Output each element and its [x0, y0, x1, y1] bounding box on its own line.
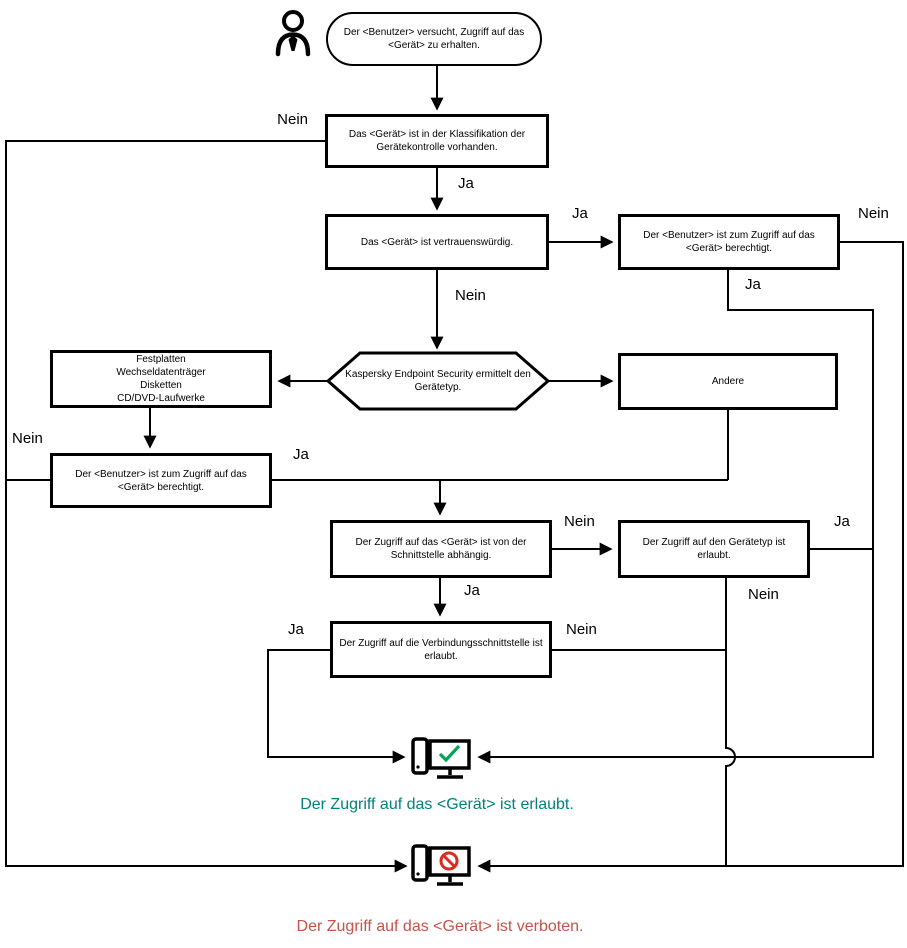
device-type-line: CD/DVD-Laufwerke [117, 393, 205, 404]
result-allowed-text: Der Zugriff auf das <Gerät> ist erlaubt. [300, 796, 574, 813]
node-type-allowed: Der Zugriff auf den Gerätetyp ist erlaubt. [618, 520, 810, 578]
edge-label-yes-classification: Ja [458, 175, 474, 192]
edge-label-yes-trusted: Ja [572, 205, 588, 222]
edge-label-no-user-top: Nein [858, 205, 889, 222]
edge-label-yes-type-allowed: Ja [834, 513, 850, 530]
edge-label-no-user-left: Nein [12, 430, 43, 447]
edge-label-yes-interface: Ja [464, 582, 480, 599]
node-determine-type: Kaspersky Endpoint Security ermittelt den Gerätetyp. [345, 369, 531, 393]
edge-label-yes-user-top: Ja [745, 276, 761, 293]
node-user-authorized-top: Der <Benutzer> ist zum Zugriff auf das <Gerät> berechtigt. [618, 214, 840, 270]
node-device-types [50, 350, 272, 408]
node-classification: Das <Gerät> ist in der Klassifikation der Gerätekontrolle vorhanden. [325, 114, 549, 168]
edge-user-top-yes-rail [479, 270, 873, 757]
computer-allowed-icon [413, 739, 469, 777]
edge-label-no-type-allowed: Nein [748, 586, 779, 603]
node-interface-dependent: Der Zugriff auf das <Gerät> ist von der Schnittstelle abhängig. [330, 520, 552, 578]
edge-label-no-trusted: Nein [455, 287, 486, 304]
device-type-line: Disketten [140, 380, 182, 391]
edge-type-allowed-no-hop [726, 578, 735, 866]
node-other: Andere [618, 353, 838, 410]
edge-label-yes-user-left: Ja [293, 446, 309, 463]
edge-label-no-interface: Nein [564, 513, 595, 530]
user-icon [278, 12, 308, 54]
node-user-authorized-left: Der <Benutzer> ist zum Zugriff auf das <Gerät> berechtigt. [50, 453, 272, 508]
device-type-line: Wechseldatenträger [116, 367, 206, 378]
edge-label-no-connection: Nein [566, 621, 597, 638]
node-trusted: Das <Gerät> ist vertrauenswürdig. [325, 214, 549, 270]
computer-denied-icon [413, 846, 469, 884]
result-denied-text: Der Zugriff auf das <Gerät> ist verboten. [296, 918, 584, 935]
node-connection-interface-allowed: Der Zugriff auf die Verbindungsschnittstelle ist erlaubt. [330, 621, 552, 678]
node-start: Der <Benutzer> versucht, Zugriff auf das <Gerät> zu erhalten. [326, 12, 542, 66]
edge-label-no-classification: Nein [277, 111, 308, 128]
edge-label-yes-connection: Ja [288, 621, 304, 638]
device-type-line: Festplatten [136, 354, 186, 365]
